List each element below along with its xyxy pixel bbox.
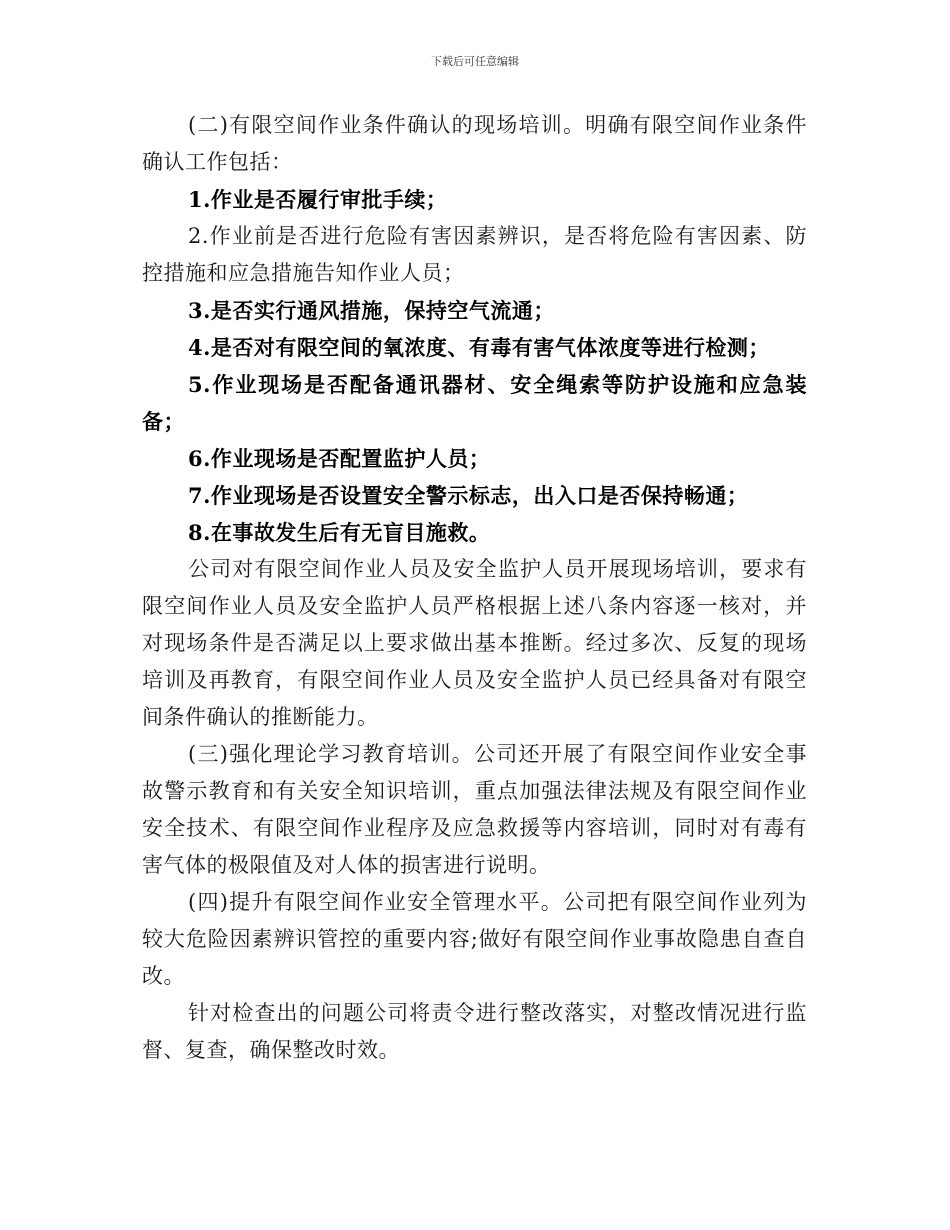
paragraph-rectification: 针对检查出的问题公司将责令进行整改落实，对整改情况进行监督、复查，确保整改时效。: [142, 1001, 807, 1062]
list-item-4: 4.是否对有限空间的氧浓度、有毒有害气体浓度等进行检测；: [188, 335, 770, 360]
list-item-2: 2.作业前是否进行危险有害因素辨识，是否将危险有害因素、防控措施和应急措施告知作业人员；: [142, 224, 807, 285]
paragraph-section-4: (四)提升有限空间作业安全管理水平。公司把有限空间作业列为较大危险因素辨识管控的重要内容;做好有限空间作业事故隐患自查自改。: [142, 890, 807, 988]
list-item-1: 1.作业是否履行审批手续；: [188, 187, 448, 212]
paragraph-section-3: (三)强化理论学习教育培训。公司还开展了有限空间作业安全事故警示教育和有关安全知识培训，重点加强法律法规及有限空间作业安全技术、有限空间作业程序及应急救援等内容培训，同时对有毒有害气体的极限值及对人体的损害进行说明。: [142, 742, 807, 877]
list-item-3: 3.是否实行通风措施，保持空气流通；: [188, 298, 555, 323]
page-header: 下载后可任意编辑: [431, 55, 519, 68]
list-item-8: 8.在事故发生后有无盲目施救。: [188, 520, 491, 545]
list-item-6: 6.作业现场是否配置监护人员；: [188, 446, 491, 471]
paragraph-training-summary: 公司对有限空间作业人员及安全监护人员开展现场培训，要求有限空间作业人员及安全监护人员严格根据上述八条内容逐一核对，并对现场条件是否满足以上要求做出基本推断。经过多次、反复的现场培训及再教育，有限空间作业人员及安全监护人员已经具备对有限空间条件确认的推断能力。: [142, 557, 807, 729]
list-item-7: 7.作业现场是否设置安全警示标志，出入口是否保持畅通；: [188, 483, 749, 508]
paragraph-section-2-intro: (二)有限空间作业条件确认的现场培训。明确有限空间作业条件确认工作包括：: [142, 113, 807, 174]
document-body: [142, 107, 807, 1069]
list-item-5: 5.作业现场是否配备通讯器材、安全绳索等防护设施和应急装备；: [142, 372, 807, 434]
